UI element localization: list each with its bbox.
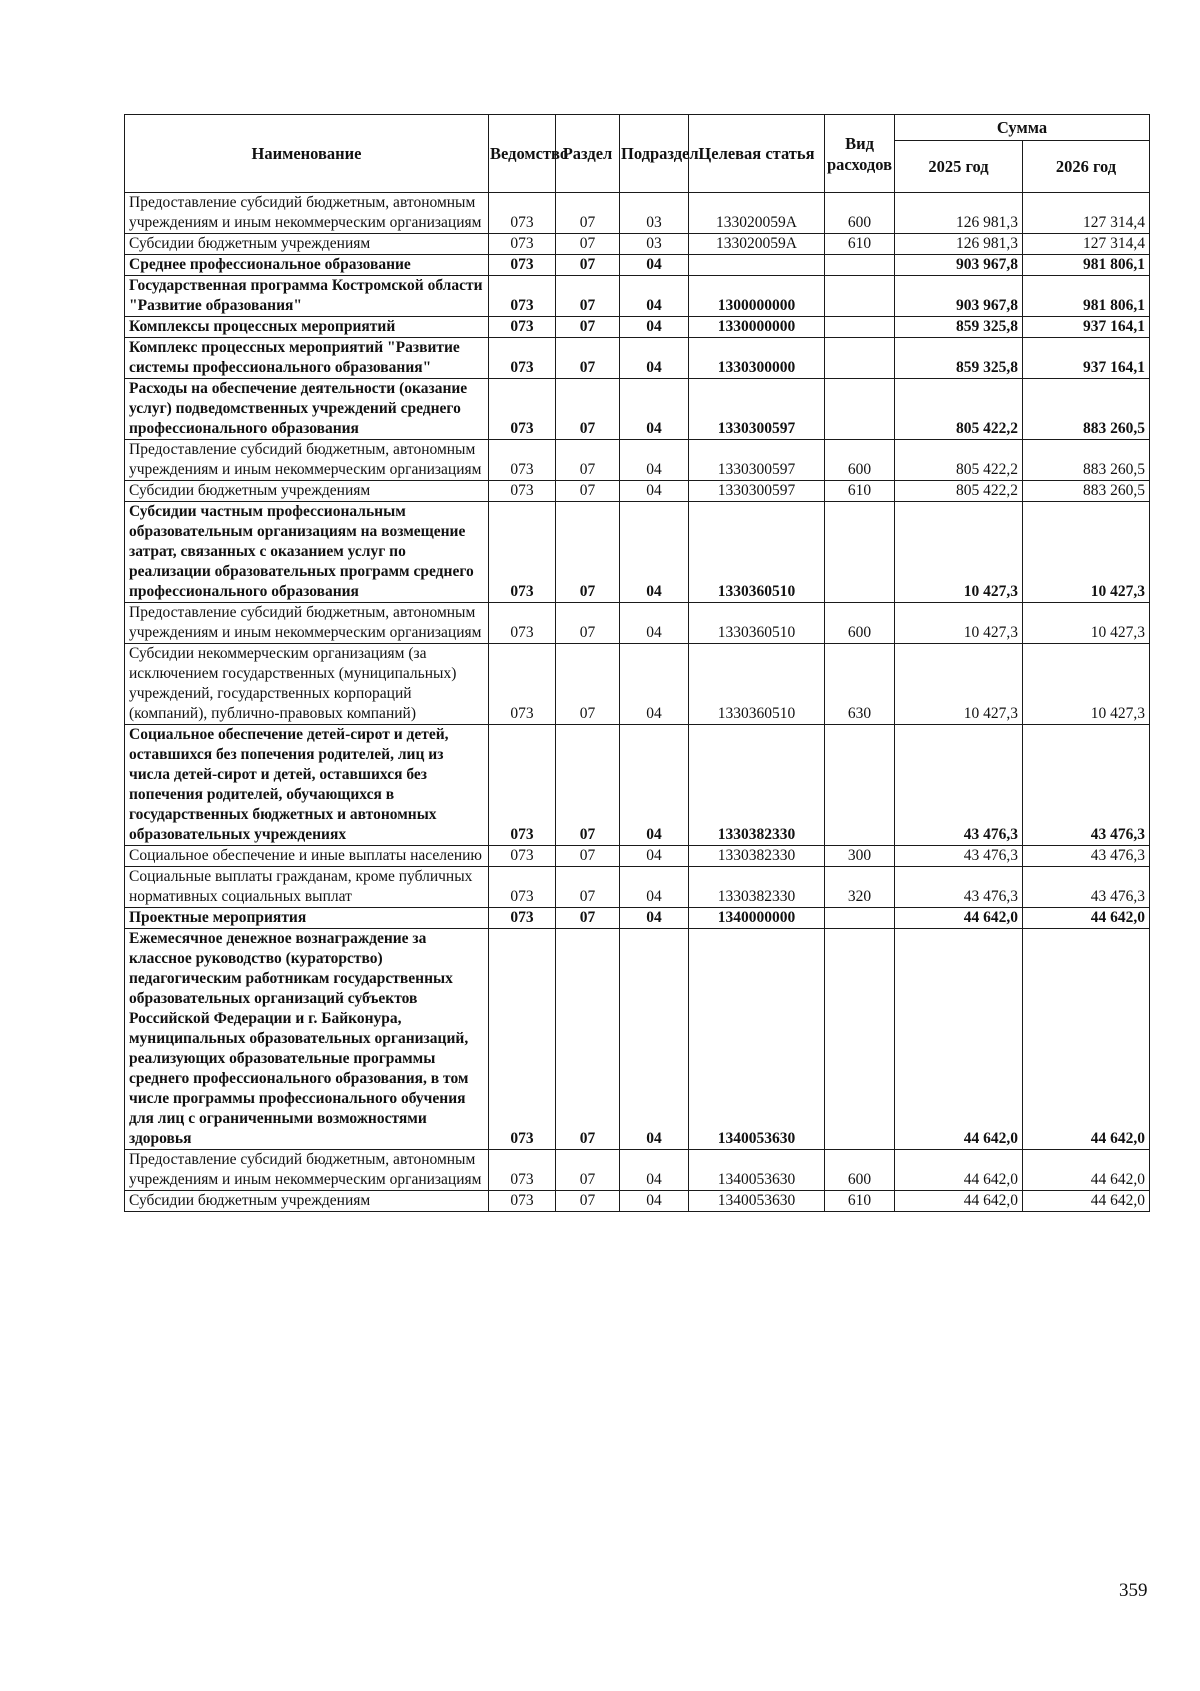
- row-celevaya: 1330360510: [689, 644, 825, 725]
- table-row: [125, 867, 1150, 908]
- row-vedomstvo: 073: [489, 846, 556, 867]
- header-2026: 2026 год: [1023, 141, 1150, 193]
- row-podrazdel: 04: [620, 725, 689, 846]
- row-celevaya: [689, 255, 825, 276]
- row-vid: [825, 338, 895, 379]
- row-sum-2025: 43 476,3: [895, 846, 1023, 867]
- budget-table: [124, 114, 1150, 1212]
- table-row: [125, 1191, 1150, 1212]
- table-row: [125, 440, 1150, 481]
- row-sum-2025: 44 642,0: [895, 1150, 1023, 1191]
- row-sum-2026: 127 314,4: [1023, 234, 1150, 255]
- row-razdel: 07: [556, 317, 620, 338]
- row-sum-2025: 10 427,3: [895, 644, 1023, 725]
- header-name: Наименование: [125, 115, 489, 193]
- row-sum-2025: 44 642,0: [895, 908, 1023, 929]
- row-podrazdel: 04: [620, 867, 689, 908]
- row-celevaya: 133020059А: [689, 193, 825, 234]
- row-name: Комплексы процессных мероприятий: [125, 317, 489, 338]
- table-row: [125, 193, 1150, 234]
- table-row: [125, 1150, 1150, 1191]
- row-celevaya: 1330300597: [689, 481, 825, 502]
- row-name: Социальное обеспечение детей-сирот и детей, оставшихся без попечения родителей, лиц из числа детей-сирот и детей, оставшихся без попечения родителей, обучающихся в государственных бюджетных и автономных образовательных учреждениях: [125, 725, 489, 846]
- table-body: [125, 193, 1150, 1212]
- row-podrazdel: 04: [620, 603, 689, 644]
- row-razdel: 07: [556, 481, 620, 502]
- row-sum-2025: 859 325,8: [895, 317, 1023, 338]
- table-row: [125, 846, 1150, 867]
- header-razdel: Раздел: [556, 115, 620, 193]
- row-celevaya: 1340053630: [689, 1150, 825, 1191]
- row-sum-2026: 10 427,3: [1023, 603, 1150, 644]
- row-razdel: 07: [556, 502, 620, 603]
- row-sum-2026: 937 164,1: [1023, 338, 1150, 379]
- row-podrazdel: 04: [620, 317, 689, 338]
- row-sum-2026: 43 476,3: [1023, 846, 1150, 867]
- table-row: [125, 255, 1150, 276]
- row-name: Государственная программа Костромской области "Развитие образования": [125, 276, 489, 317]
- row-sum-2026: 883 260,5: [1023, 481, 1150, 502]
- row-podrazdel: 04: [620, 255, 689, 276]
- row-sum-2025: 44 642,0: [895, 929, 1023, 1150]
- row-vedomstvo: 073: [489, 255, 556, 276]
- row-podrazdel: 04: [620, 1150, 689, 1191]
- row-vid: [825, 255, 895, 276]
- row-name: Субсидии бюджетным учреждениям: [125, 481, 489, 502]
- row-celevaya: 133020059А: [689, 234, 825, 255]
- row-razdel: 07: [556, 193, 620, 234]
- row-sum-2025: 805 422,2: [895, 481, 1023, 502]
- row-celevaya: 1330382330: [689, 725, 825, 846]
- row-sum-2026: 43 476,3: [1023, 867, 1150, 908]
- row-name: Субсидии некоммерческим организациям (за исключением государственных (муниципальных) учреждений, государственных корпораций (компаний), публично-правовых компаний): [125, 644, 489, 725]
- row-vedomstvo: 073: [489, 338, 556, 379]
- row-sum-2026: 44 642,0: [1023, 908, 1150, 929]
- row-vid: [825, 929, 895, 1150]
- row-vedomstvo: 073: [489, 502, 556, 603]
- row-razdel: 07: [556, 1150, 620, 1191]
- row-vedomstvo: 073: [489, 481, 556, 502]
- row-name: Предоставление субсидий бюджетным, автономным учреждениям и иным некоммерческим организациям: [125, 603, 489, 644]
- row-podrazdel: 04: [620, 379, 689, 440]
- row-vedomstvo: 073: [489, 276, 556, 317]
- row-sum-2026: 883 260,5: [1023, 440, 1150, 481]
- row-name: Проектные мероприятия: [125, 908, 489, 929]
- row-vedomstvo: 073: [489, 379, 556, 440]
- row-sum-2025: 805 422,2: [895, 440, 1023, 481]
- row-celevaya: 1330360510: [689, 502, 825, 603]
- row-sum-2025: 805 422,2: [895, 379, 1023, 440]
- row-podrazdel: 04: [620, 276, 689, 317]
- row-vid: 300: [825, 846, 895, 867]
- row-razdel: 07: [556, 440, 620, 481]
- row-vedomstvo: 073: [489, 440, 556, 481]
- row-podrazdel: 04: [620, 502, 689, 603]
- row-vid: [825, 725, 895, 846]
- row-razdel: 07: [556, 276, 620, 317]
- row-name: Расходы на обеспечение деятельности (оказание услуг) подведомственных учреждений среднего профессионального образования: [125, 379, 489, 440]
- row-name: Предоставление субсидий бюджетным, автономным учреждениям и иным некоммерческим организациям: [125, 193, 489, 234]
- row-sum-2026: 127 314,4: [1023, 193, 1150, 234]
- row-sum-2025: 126 981,3: [895, 193, 1023, 234]
- row-razdel: 07: [556, 725, 620, 846]
- row-vid: 600: [825, 1150, 895, 1191]
- row-razdel: 07: [556, 867, 620, 908]
- row-vid: 600: [825, 603, 895, 644]
- row-vid: [825, 379, 895, 440]
- row-vedomstvo: 073: [489, 644, 556, 725]
- row-vid: [825, 502, 895, 603]
- row-name: Комплекс процессных мероприятий "Развитие системы профессионального образования": [125, 338, 489, 379]
- table-row: [125, 908, 1150, 929]
- row-sum-2026: 10 427,3: [1023, 644, 1150, 725]
- table-row: [125, 725, 1150, 846]
- row-razdel: 07: [556, 846, 620, 867]
- table-row: [125, 234, 1150, 255]
- row-sum-2026: 937 164,1: [1023, 317, 1150, 338]
- row-celevaya: 1330000000: [689, 317, 825, 338]
- row-sum-2025: 126 981,3: [895, 234, 1023, 255]
- row-podrazdel: 03: [620, 193, 689, 234]
- row-vid: 630: [825, 644, 895, 725]
- row-sum-2026: 981 806,1: [1023, 255, 1150, 276]
- row-razdel: 07: [556, 929, 620, 1150]
- row-name: Социальные выплаты гражданам, кроме публичных нормативных социальных выплат: [125, 867, 489, 908]
- row-podrazdel: 04: [620, 338, 689, 379]
- row-vid: 600: [825, 193, 895, 234]
- row-name: Субсидии частным профессиональным образовательным организациям на возмещение затрат, связанных с оказанием услуг по реализации образовательных программ среднего профессионального образования: [125, 502, 489, 603]
- row-vedomstvo: 073: [489, 603, 556, 644]
- row-vedomstvo: 073: [489, 1191, 556, 1212]
- row-celevaya: 1340053630: [689, 1191, 825, 1212]
- row-name: Среднее профессиональное образование: [125, 255, 489, 276]
- header-vid: Вид расходов: [825, 115, 895, 193]
- row-vid: [825, 908, 895, 929]
- row-sum-2025: 10 427,3: [895, 502, 1023, 603]
- header-celevaya: Целевая статья: [689, 115, 825, 193]
- row-sum-2026: 44 642,0: [1023, 1191, 1150, 1212]
- row-name: Социальное обеспечение и иные выплаты населению: [125, 846, 489, 867]
- table-row: [125, 338, 1150, 379]
- row-celevaya: 1330382330: [689, 846, 825, 867]
- row-celevaya: 1330300597: [689, 379, 825, 440]
- row-sum-2025: 903 967,8: [895, 276, 1023, 317]
- row-razdel: 07: [556, 644, 620, 725]
- row-razdel: 07: [556, 255, 620, 276]
- table-row: [125, 276, 1150, 317]
- row-celevaya: 1330300000: [689, 338, 825, 379]
- row-sum-2025: 10 427,3: [895, 603, 1023, 644]
- row-name: Ежемесячное денежное вознаграждение за классное руководство (кураторство) педагогическим работникам государственных образовательных организаций субъектов Российской Федерации и г. Байконура, муниципальных образовательных организаций, реализующих образовательные программы среднего профессионального образования, в том числе программы профессионального обучения для лиц с ограниченными возможностями здоровья: [125, 929, 489, 1150]
- row-podrazdel: 04: [620, 481, 689, 502]
- row-razdel: 07: [556, 603, 620, 644]
- row-celevaya: 1300000000: [689, 276, 825, 317]
- row-vid: 320: [825, 867, 895, 908]
- row-podrazdel: 04: [620, 846, 689, 867]
- row-podrazdel: 04: [620, 908, 689, 929]
- row-celevaya: 1340053630: [689, 929, 825, 1150]
- row-podrazdel: 03: [620, 234, 689, 255]
- row-celevaya: 1340000000: [689, 908, 825, 929]
- row-sum-2025: 44 642,0: [895, 1191, 1023, 1212]
- row-vedomstvo: 073: [489, 193, 556, 234]
- page-number: 359: [1119, 1580, 1148, 1601]
- row-razdel: 07: [556, 908, 620, 929]
- row-sum-2025: 43 476,3: [895, 867, 1023, 908]
- row-sum-2026: 43 476,3: [1023, 725, 1150, 846]
- row-celevaya: 1330360510: [689, 603, 825, 644]
- row-sum-2025: 43 476,3: [895, 725, 1023, 846]
- row-vid: 610: [825, 234, 895, 255]
- header-podrazdel: Подраздел: [620, 115, 689, 193]
- row-vid: 610: [825, 1191, 895, 1212]
- row-razdel: 07: [556, 338, 620, 379]
- row-vedomstvo: 073: [489, 908, 556, 929]
- row-vid: 610: [825, 481, 895, 502]
- table-row: [125, 317, 1150, 338]
- row-sum-2025: 903 967,8: [895, 255, 1023, 276]
- row-celevaya: 1330382330: [689, 867, 825, 908]
- row-name: Предоставление субсидий бюджетным, автономным учреждениям и иным некоммерческим организациям: [125, 440, 489, 481]
- table-row: [125, 929, 1150, 1150]
- row-vedomstvo: 073: [489, 725, 556, 846]
- row-sum-2026: 883 260,5: [1023, 379, 1150, 440]
- row-podrazdel: 04: [620, 1191, 689, 1212]
- row-name: Предоставление субсидий бюджетным, автономным учреждениям и иным некоммерческим организациям: [125, 1150, 489, 1191]
- row-podrazdel: 04: [620, 644, 689, 725]
- row-vedomstvo: 073: [489, 234, 556, 255]
- row-podrazdel: 04: [620, 440, 689, 481]
- row-celevaya: 1330300597: [689, 440, 825, 481]
- table-row: [125, 481, 1150, 502]
- table-row: [125, 379, 1150, 440]
- row-sum-2026: 10 427,3: [1023, 502, 1150, 603]
- table-row: [125, 644, 1150, 725]
- row-vid: 600: [825, 440, 895, 481]
- row-name: Субсидии бюджетным учреждениям: [125, 1191, 489, 1212]
- header-vedomstvo: Ведомство: [489, 115, 556, 193]
- row-razdel: 07: [556, 234, 620, 255]
- table-row: [125, 502, 1150, 603]
- row-vedomstvo: 073: [489, 317, 556, 338]
- row-vedomstvo: 073: [489, 1150, 556, 1191]
- row-razdel: 07: [556, 379, 620, 440]
- row-vedomstvo: 073: [489, 867, 556, 908]
- row-sum-2026: 981 806,1: [1023, 276, 1150, 317]
- row-razdel: 07: [556, 1191, 620, 1212]
- header-summa: Сумма: [895, 115, 1150, 141]
- row-sum-2025: 859 325,8: [895, 338, 1023, 379]
- row-vedomstvo: 073: [489, 929, 556, 1150]
- row-sum-2026: 44 642,0: [1023, 929, 1150, 1150]
- row-vid: [825, 317, 895, 338]
- table-row: [125, 603, 1150, 644]
- header-2025: 2025 год: [895, 141, 1023, 193]
- row-name: Субсидии бюджетным учреждениям: [125, 234, 489, 255]
- row-podrazdel: 04: [620, 929, 689, 1150]
- row-vid: [825, 276, 895, 317]
- row-sum-2026: 44 642,0: [1023, 1150, 1150, 1191]
